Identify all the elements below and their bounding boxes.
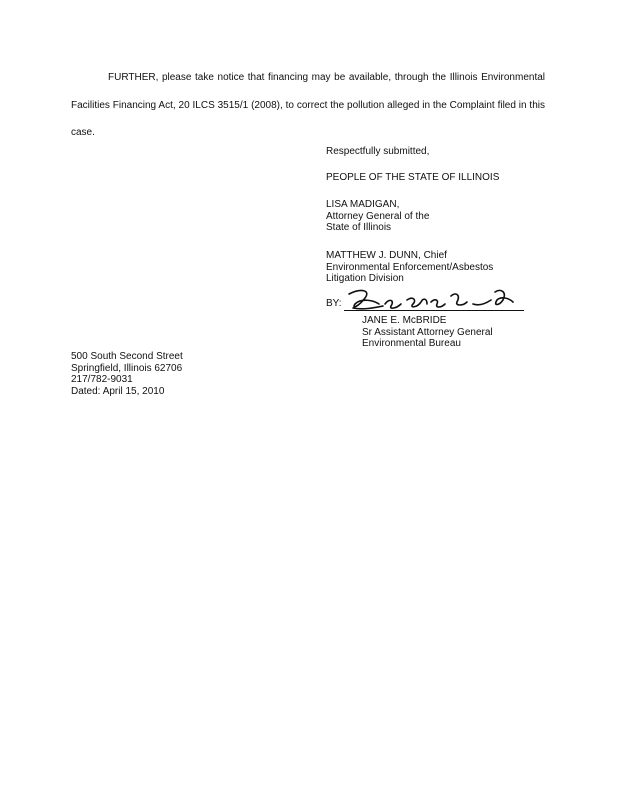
attorney-general-title-1: Attorney General of the	[326, 210, 430, 222]
division-chief-line-3: Litigation Division	[326, 273, 404, 284]
address-block	[71, 351, 183, 397]
signer-block	[362, 315, 493, 350]
closing-party	[326, 172, 499, 184]
division-chief-name: MATTHEW J. DUNN, Chief	[326, 250, 447, 261]
address-phone: 217/782-9031	[71, 374, 133, 385]
attorney-general-block	[326, 199, 429, 234]
people-of-illinois: PEOPLE OF THE STATE OF ILLINOIS	[326, 172, 500, 183]
address-city: Springfield, Illinois 62706	[71, 362, 183, 374]
financing-notice-paragraph	[71, 64, 545, 147]
division-chief-block	[326, 250, 493, 285]
signer-title: Sr Assistant Attorney General	[362, 326, 493, 338]
by-label: BY:	[326, 298, 342, 309]
respectfully-submitted: Respectfully submitted,	[326, 146, 430, 157]
closing-respectfully	[326, 146, 429, 158]
signature-line	[344, 310, 524, 311]
attorney-general-title-2: State of Illinois	[326, 222, 392, 233]
financing-notice-text: FURTHER, please take notice that financing may be available, through the Illinois Environmental Facilities Financing Act, 20 ILCS 3515/1 (2008), to correct the pollution alleged in the Complaint filed in this case.	[71, 72, 545, 138]
signer-bureau: Environmental Bureau	[362, 338, 461, 349]
address-street: 500 South Second Street	[71, 351, 183, 362]
document-date: Dated: April 15, 2010	[71, 385, 165, 397]
division-chief-line-2: Environmental Enforcement/Asbestos	[326, 261, 494, 273]
signer-name: JANE E. McBRIDE	[362, 315, 447, 326]
handwritten-signature	[343, 286, 523, 316]
attorney-general-name: LISA MADIGAN,	[326, 199, 400, 210]
